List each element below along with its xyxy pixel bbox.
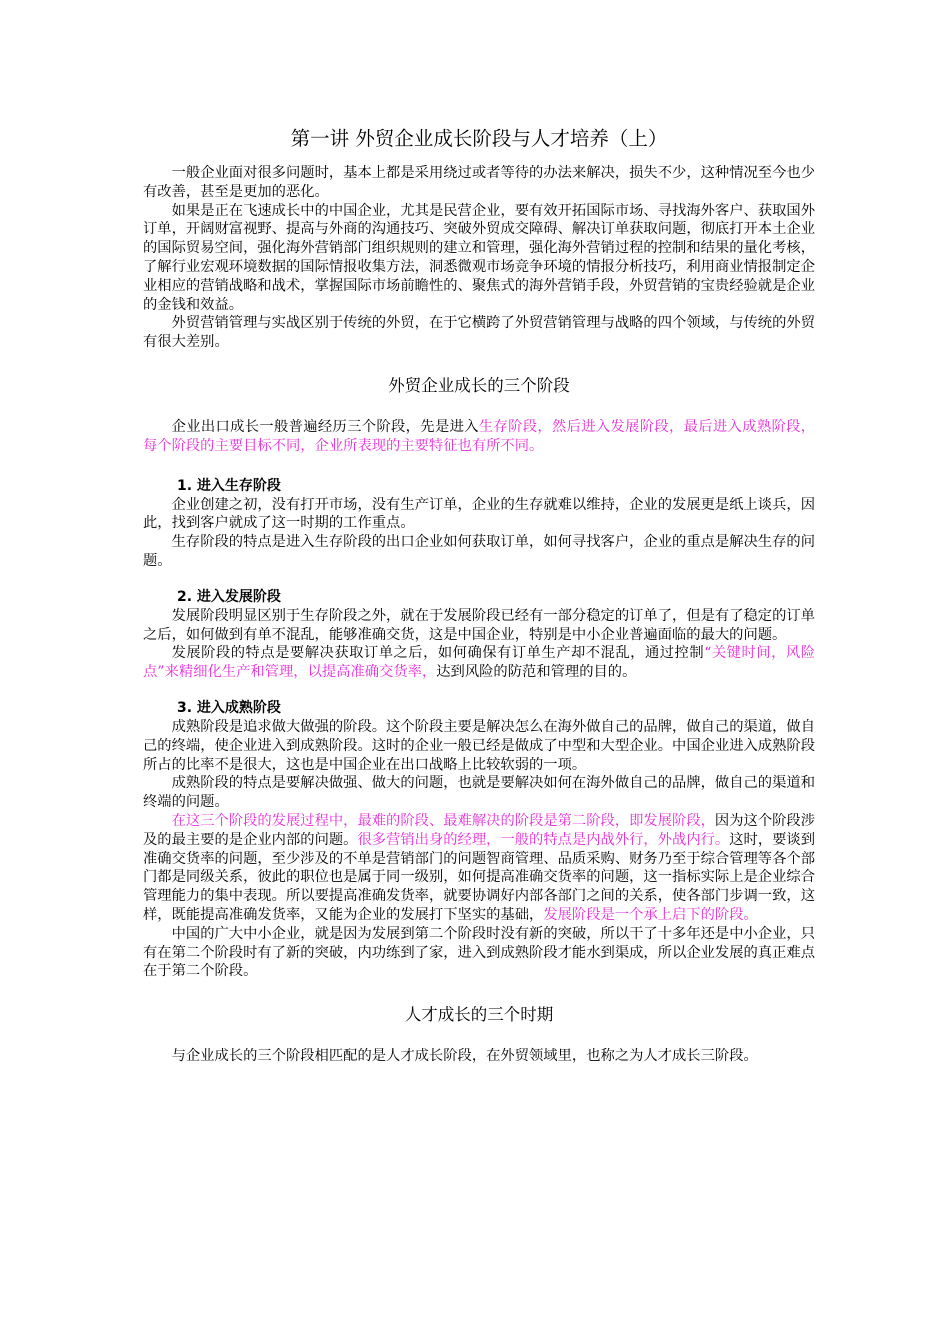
intro-paragraph-2: 如果是正在飞速成长中的中国企业，尤其是民营企业，要有效开拓国际市场、寻找海外客户、获取国外订单，开阔财富视野、提高与外商的沟通技巧、突破外贸成交障碍、解决订单获取问题，彻底打开本土企业的国际贸易空间，强化海外营销部门组织规则的建立和管理，强化海外营销过程的控制和结果的量化考核，了解行业宏观环境数据的国际情报收集方法，洞悉微观市场竞争环境的情报分析技巧，利用商业情报制定企业相应的营销战略和战术，掌握国际市场前瞻性的、聚焦式的海外营销手段，外贸营销的宝贵经验就是企业的金钱和效益。 xyxy=(143,202,815,313)
stage2-p2-tail: 达到风险的防范和管理的目的。 xyxy=(436,664,637,681)
stage2-p2-highlight: “关键时间，风险点”来精细化生产和管理，以提高准确交货率， xyxy=(143,645,815,681)
stage2-heading: 2. 进入发展阶段 xyxy=(177,588,281,605)
talent-paragraph-1: 与企业成长的三个阶段相匹配的是人才成长阶段，在外贸领域里，也称之为人才成长三阶段。 xyxy=(171,1048,758,1065)
stage3-p3-text-2: 这时，要谈到准确交货率的问题，至少涉及的不单是营销部门的问题智商管理、品质采购、财务乃至于综合管理等各个部门都是同级关系，彼此的职位也是属于同一级别，如何提高准确交货率的问题，这一指标实际上是企业综合管理能力的集中表现。所以要提高准确发货率，就要协调好内部各部门之间的关系，使各部门步调一致，这样，既能提高准确发货率，又能为企业的发展打下坚实的基础， xyxy=(143,831,816,923)
stage2-paragraph-1: 发展阶段明显区别于生存阶段之外，就在于发展阶段已经有一部分稳定的订单了，但是有了稳定的订单之后，如何做到有单不混乱，能够准确交货，这是中国企业，特别是中小企业普遍面临的最大的问题。 xyxy=(143,607,815,643)
stage1-paragraph-1: 企业创建之初，没有打开市场，没有生产订单，企业的生存就难以维持，企业的发展更是纸上谈兵，因此，找到客户就成了这一时期的工作重点。 xyxy=(143,496,815,532)
stage2-p2-text: 发展阶段的特点是要解决获取订单之后，如何确保有订单生产却不混乱，通过控制 xyxy=(171,645,705,662)
stages-lead-paragraph xyxy=(143,418,815,456)
stage3-paragraph-1: 成熟阶段是追求做大做强的阶段。这个阶段主要是解决怎么在海外做自己的品牌，做自己的渠道，做自己的终端，使企业进入到成熟阶段。这时的企业一般已经是做成了中型和大型企业。中国企业进入成熟阶段所占的比率不是很大，这也是中国企业在出口战略上比较软弱的一项。 xyxy=(143,718,815,773)
stages-lead-text: 企业出口成长一般普遍经历三个阶段，先是进入 xyxy=(171,418,479,435)
stage3-p3-text-1: 因为这个阶段涉及的最主要的是企业内部的问题。 xyxy=(143,812,816,848)
document-title: 第一讲 外贸企业成长阶段与人才培养（上） xyxy=(290,127,668,150)
intro-paragraph-3: 外贸营销管理与实战区别于传统的外贸，在于它横跨了外贸营销管理与战略的四个领域，与传统的外贸有很大差别。 xyxy=(143,315,815,351)
stage3-heading: 3. 进入成熟阶段 xyxy=(177,699,281,716)
stage1-heading: 1. 进入生存阶段 xyxy=(177,477,281,494)
stage3-p3-highlight-2: 很多营销出身的经理，一般的特点是内战外行，外战内行。 xyxy=(357,831,730,848)
document-body xyxy=(143,126,815,1066)
intro-paragraph-1: 一般企业面对很多问题时，基本上都是采用绕过或者等待的办法来解决，损失不少，这种情况至今也少有改善，甚至是更加的恶化。 xyxy=(143,165,815,200)
stage2-paragraph-2 xyxy=(143,644,815,682)
stages-lead-highlight: 生存阶段，然后进入发展阶段，最后进入成熟阶段， 每个阶段的主要目标不同，企业所表现的主要特征也有所不同。 xyxy=(143,418,816,454)
stage1-paragraph-2: 生存阶段的特点是进入生存阶段的出口企业如何获取订单，如何寻找客户，企业的重点是解决生存的问题。 xyxy=(143,534,815,569)
section-heading-talent-periods: 人才成长的三个时期 xyxy=(404,1005,554,1025)
section-heading-enterprise-stages: 外贸企业成长的三个阶段 xyxy=(388,375,570,395)
stage3-p3-highlight-3: 发展阶段是一个承上启下的阶段。 xyxy=(543,906,758,923)
stage3-paragraph-4: 中国的广大中小企业，就是因为发展到第二个阶段时没有新的突破，所以干了十多年还是中小企业，只有在第二个阶段时有了新的突破，内功练到了家，进入到成熟阶段才能水到渠成，所以企业发展的真正难点在于第二个阶段。 xyxy=(143,925,815,980)
stage3-paragraph-2: 成熟阶段的特点是要解决做强、做大的问题，也就是要解决如何在海外做自己的品牌，做自己的渠道和终端的问题。 xyxy=(143,775,815,811)
stage3-p3-highlight-1: 在这三个阶段的发展过程中，最难的阶段、最难解决的阶段是第二阶段，即发展阶段， xyxy=(171,812,715,829)
stage3-paragraph-3 xyxy=(143,812,815,925)
